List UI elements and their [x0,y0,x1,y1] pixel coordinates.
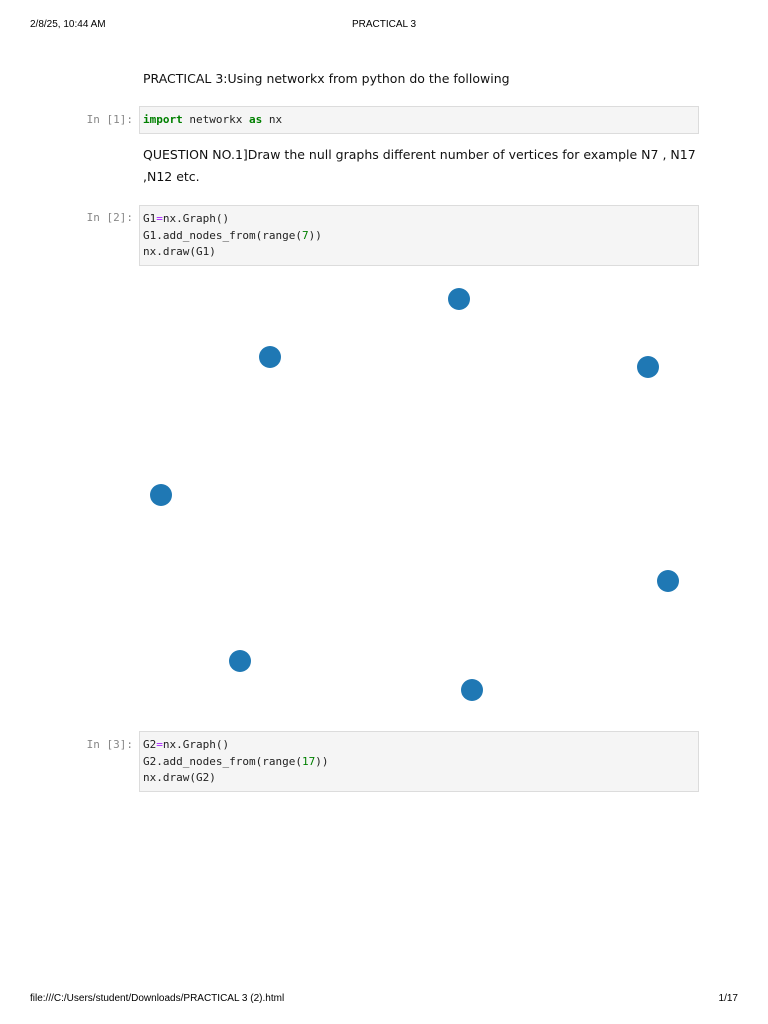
module-name: networkx [182,113,249,126]
code-token: () [215,212,230,225]
code-token: () [215,738,230,751]
code-token: ( [255,228,263,242]
print-file-path: file:///C:/Users/student/Downloads/PRACTICAL 3 (2).html [30,993,285,1004]
code-token: )) [315,754,329,768]
code-token: G1.add_nodes_from [143,228,256,242]
cell-prompt: In [1]: [86,113,133,126]
graph-node [150,484,172,506]
code-token: ( [295,754,302,768]
code-token: ( [295,228,302,242]
print-datetime: 2/8/25, 10:44 AM [30,19,106,30]
code-token: nx.Graph [162,212,216,225]
code-token: = [156,738,163,751]
print-title: PRACTICAL 3 [351,19,417,30]
cell-prompt: In [3]: [86,738,133,751]
code-token: range [262,754,296,768]
code-cell-2[interactable] [139,205,699,266]
code-token: G2.add_nodes_from [143,754,256,768]
code-number: 17 [301,754,316,768]
code-token: )) [308,228,322,242]
intro-text: PRACTICAL 3:Using networkx from python do the following [143,71,510,86]
graph-node [229,650,251,672]
graph-node [657,570,679,592]
graph-node [448,288,470,310]
code-cell-1[interactable] [139,106,699,134]
cell-prompt: In [2]: [86,211,133,224]
code-token: G1 [143,212,157,225]
code-token: nx.Graph [162,738,216,751]
keyword-import: import [143,113,183,126]
code-token: = [156,212,163,225]
code-token: range [262,228,296,242]
graph-node [259,346,281,368]
code-token: G2 [143,738,157,751]
code-cell-3[interactable] [139,731,699,792]
code-number: 7 [301,228,309,242]
question-1-line-2: ,N12 etc. [143,169,200,184]
code-token: nx.draw(G2) [143,771,216,784]
code-token: nx.draw(G1) [143,245,216,258]
graph-node [637,356,659,378]
alias-name: nx [262,113,283,126]
code-token: ( [255,754,263,768]
keyword-as: as [248,113,263,126]
print-page-number: 1/17 [718,993,738,1004]
question-1-line-1: QUESTION NO.1]Draw the null graphs different number of vertices for example N7 , N17 [143,147,696,162]
graph-node [461,679,483,701]
